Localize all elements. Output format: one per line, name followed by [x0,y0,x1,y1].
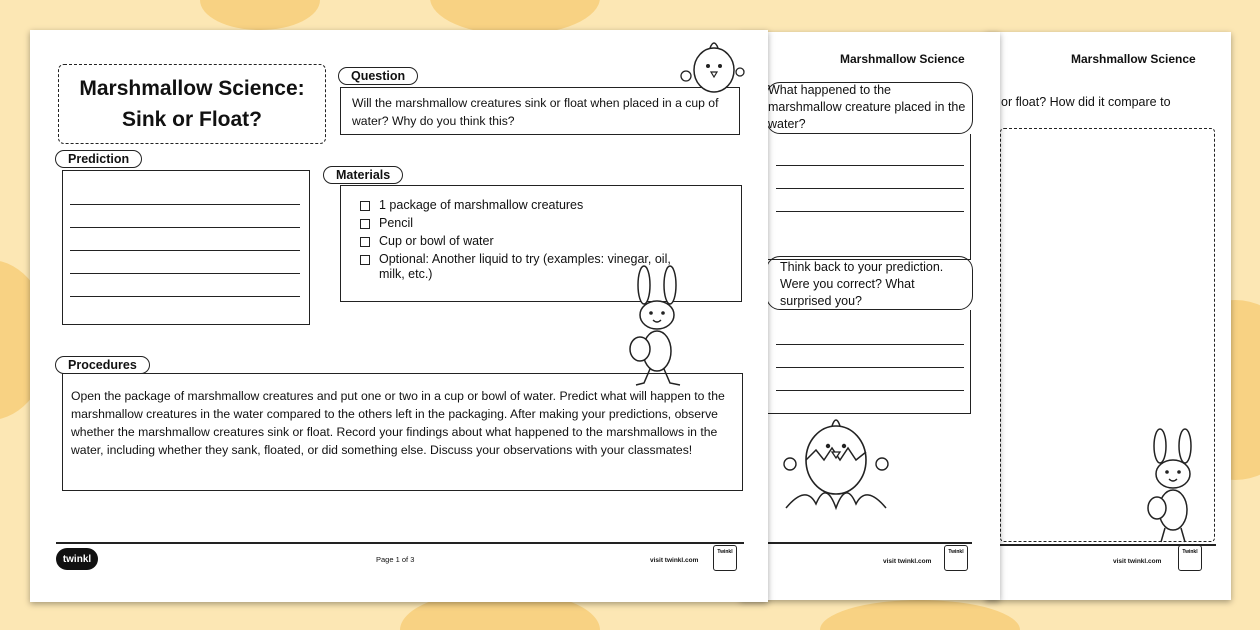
quality-badge: Twinkl [944,545,968,571]
page-number: Page 1 of 3 [376,555,415,564]
procedures-text: Open the package of marshmallow creatures and put one or two in a cup or bowl of water. Predict what will happen to the marshmallow creatures in the water compared to the others left in the packaging. After making your predictions, observe whether the marshmallow creatures sink or float. Record your findings about what happened to the marshmallows in the water, including whether they sank, floated, or did something else. Discuss your observations with your classmates! [71,389,725,457]
materials-item: Pencil [360,216,720,231]
checkbox[interactable] [360,201,370,211]
page3-header: Marshmallow Science [1071,52,1196,66]
checkbox[interactable] [360,255,370,265]
materials-item: Optional: Another liquid to try (examples: vinegar, oil, milk, etc.) [360,252,690,282]
page1-footer-url: visit twinkl.com [650,557,699,564]
twinkl-logo: twinkl [56,548,98,570]
worksheet-page-3 [985,32,1231,600]
page2-header: Marshmallow Science [840,52,965,66]
worksheet-page-2 [740,32,1000,600]
materials-item: 1 package of marshmallow creatures [360,198,720,213]
page2-answer-lines-1 [776,165,964,234]
page2-footer-rule [766,542,972,544]
title-line-1: Marshmallow Science: [79,77,305,100]
bunny-clipart [618,265,698,390]
prediction-label: Prediction [55,150,142,168]
background-blob [820,600,1020,630]
page2-answer-lines-2 [776,344,964,413]
question-text: Will the marshmallow creatures sink or float when placed in a cup of water? Why do you think this? [352,96,719,128]
materials-item: Cup or bowl of water [360,234,720,249]
title-line-2: Sink or Float? [121,108,262,131]
materials-label: Materials [323,166,403,184]
quality-badge: Twinkl [713,545,737,571]
page1-footer-rule [56,542,744,544]
worksheet-title [58,64,326,144]
page3-footer-url: visit twinkl.com [1113,558,1162,565]
bunny-clipart [1135,428,1215,548]
quality-badge: Twinkl [1178,545,1202,571]
prediction-answer-lines [70,204,300,319]
procedures-label: Procedures [55,356,150,374]
page2-footer-url: visit twinkl.com [883,558,932,565]
background-blob [200,0,320,30]
chick-clipart [676,34,746,96]
page2-q1-text: What happened to the marshmallow creature placed in the water? [768,83,966,131]
worksheet-page-1 [30,30,768,602]
page3-question-text: or float? How did it compare to [1001,95,1171,109]
checkbox[interactable] [360,237,370,247]
page2-q2-text: Think back to your prediction. Were you correct? What surprised you? [780,260,944,308]
question-label: Question [338,67,418,85]
checkbox[interactable] [360,219,370,229]
chick-in-egg-clipart [776,404,896,516]
